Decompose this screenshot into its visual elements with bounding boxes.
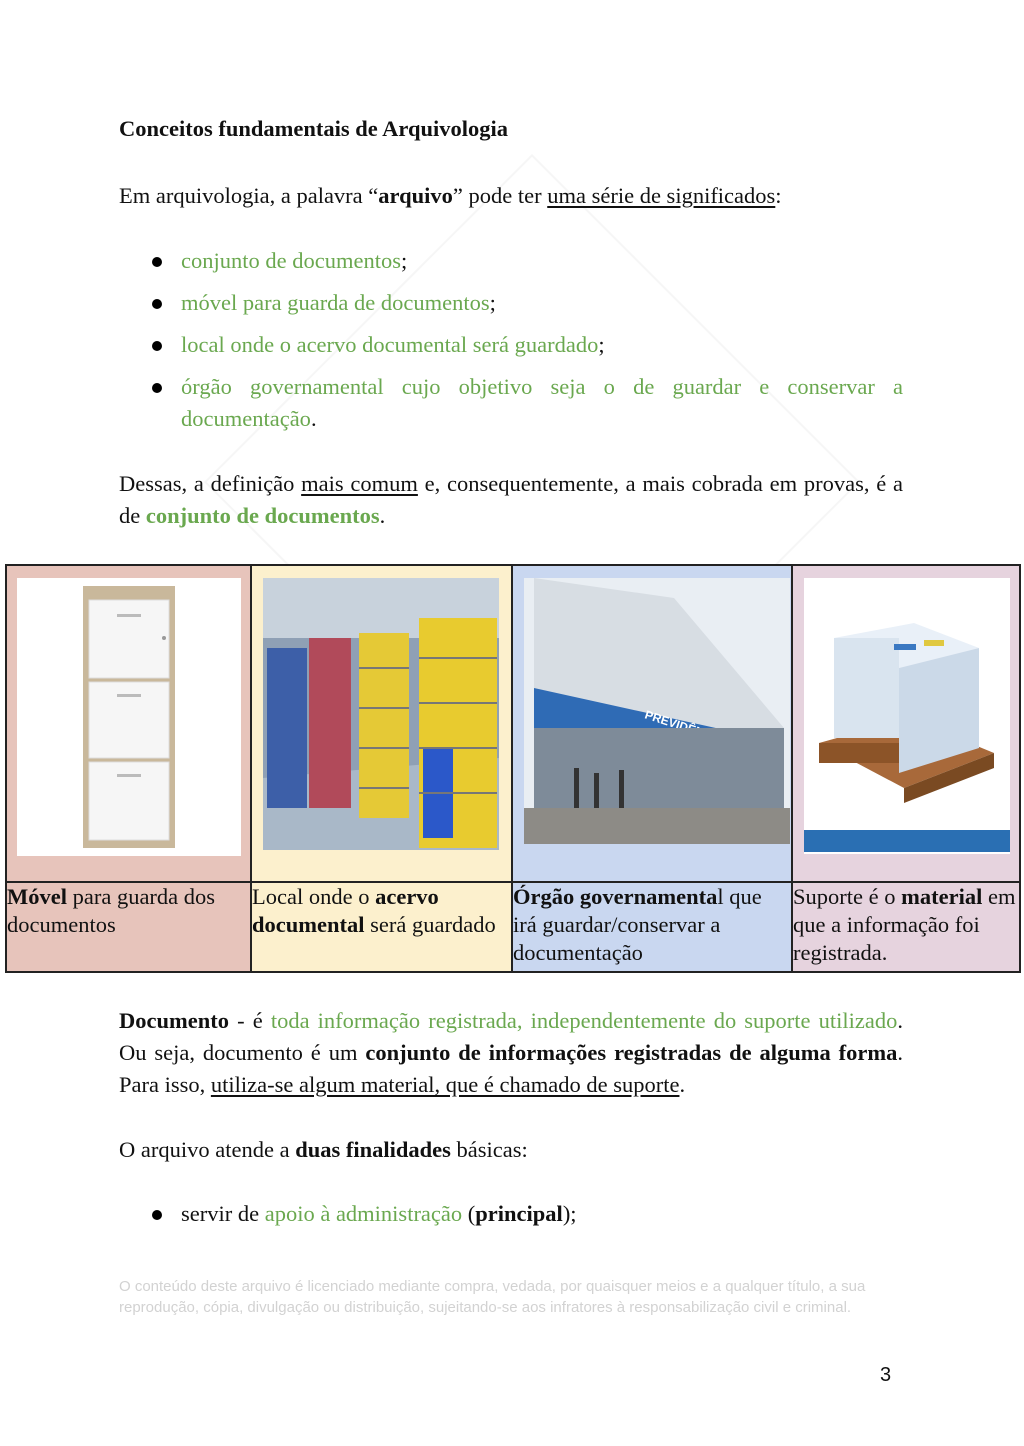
meanings-list (119, 245, 903, 445)
caption-text: l que irá guardar/conservar a documentação (513, 884, 762, 966)
green-highlight: toda informação registrada, independentemente do suporte utilizado (270, 1008, 898, 1033)
list-item (119, 245, 903, 277)
definition-text: Dessas, a definição (119, 471, 302, 496)
archive-meanings-figure (5, 564, 1021, 973)
list-item (119, 329, 903, 361)
caption-text: será guardado (364, 912, 496, 938)
license-notice: O conteúdo deste arquivo é licenciado mediante compra, vedada, por quaisquer meios e a qualquer título, a sua reprodução, cópia, divulgação ou distribuição, sujeitando-se aos infratores à responsabilização civil e criminal. (119, 1278, 866, 1316)
caption-bold: Órgão governamenta (513, 884, 718, 910)
definition-paragraph (119, 468, 903, 532)
bullet-icon (152, 299, 162, 309)
bold-phrase: duas finalidades (295, 1137, 451, 1162)
caption-text: Suporte é o (793, 884, 902, 910)
meaning-text: móvel para guarda de documentos (181, 290, 490, 315)
paragraph-text: . (679, 1072, 686, 1097)
list-item (119, 287, 903, 319)
figure-cell-paper (792, 565, 1020, 882)
definition-highlight: conjunto de documentos (145, 503, 380, 528)
document-definition-paragraph (119, 1005, 903, 1101)
bullet-icon (152, 1210, 162, 1220)
list-item (119, 371, 903, 435)
item-text: ); (562, 1201, 577, 1226)
figure-caption-cabinet (6, 882, 251, 972)
meaning-text: local onde o acervo documental será guardado (181, 332, 599, 357)
intro-paragraph (119, 180, 903, 212)
caption-bold: acervo documental (252, 884, 439, 938)
filing-cabinet-image (17, 578, 241, 856)
purposes-list (119, 1198, 903, 1240)
archive-shelves-image (263, 578, 499, 850)
item-text: servir de (181, 1201, 265, 1226)
intro-text: Em arquivologia, a palavra “ (119, 183, 379, 208)
figure-caption-shelves (251, 882, 512, 972)
figure-caption-paper (792, 882, 1020, 972)
punctuation: ; (598, 332, 605, 357)
bold-phrase: conjunto de informações registradas de alguma forma (365, 1040, 898, 1065)
item-text: ( (462, 1201, 476, 1226)
green-highlight: apoio à administração (264, 1201, 463, 1226)
caption-text: em que a informação foi registrada. (793, 884, 1016, 966)
bullet-icon (152, 341, 162, 351)
meaning-text: órgão governamental cujo objetivo seja o de guardar e conservar a documentação (181, 374, 903, 431)
bullet-icon (152, 383, 162, 393)
government-building-image (524, 578, 790, 844)
underlined-phrase: utiliza-se algum material, que é chamado de suporte (210, 1072, 680, 1097)
figure-cell-shelves (251, 565, 512, 882)
paragraph-text: . Para isso, (119, 1040, 903, 1097)
bullet-icon (152, 257, 162, 267)
figure-cell-cabinet (6, 565, 251, 882)
figure-caption-building (512, 882, 792, 972)
list-item (119, 1198, 903, 1230)
intro-text: : (775, 183, 782, 208)
paragraph-text: O arquivo atende a (119, 1137, 296, 1162)
punctuation: . (310, 406, 317, 431)
paragraph-text: - é (228, 1008, 271, 1033)
paragraph-text: . Ou seja, documento é um (119, 1008, 904, 1065)
figure-cell-building (512, 565, 792, 882)
paper-stack-image (804, 578, 1010, 854)
paragraph-text: básicas: (450, 1137, 528, 1162)
bold-phrase: principal (475, 1201, 563, 1226)
caption-bold: material (901, 884, 983, 910)
page-number: 3 (880, 1364, 892, 1386)
definition-text: e, consequentemente, a mais cobrada em provas, é a de (119, 471, 904, 528)
meaning-text: conjunto de documentos (181, 248, 401, 273)
intro-bold-term: arquivo (378, 183, 453, 208)
caption-text: Local onde o (252, 884, 376, 910)
intro-underlined: uma série de significados (547, 183, 776, 208)
definition-text: . (379, 503, 386, 528)
page-heading: Conceitos fundamentais de Arquivologia (119, 116, 509, 141)
punctuation: ; (400, 248, 408, 273)
document-term: Documento (119, 1008, 229, 1033)
punctuation: ; (489, 290, 496, 315)
purposes-paragraph (119, 1134, 903, 1166)
intro-text: ” pode ter (452, 183, 548, 208)
caption-text: para guarda dos documentos (7, 884, 216, 938)
definition-underlined: mais comum (301, 471, 418, 496)
caption-bold: Móvel (7, 884, 67, 910)
